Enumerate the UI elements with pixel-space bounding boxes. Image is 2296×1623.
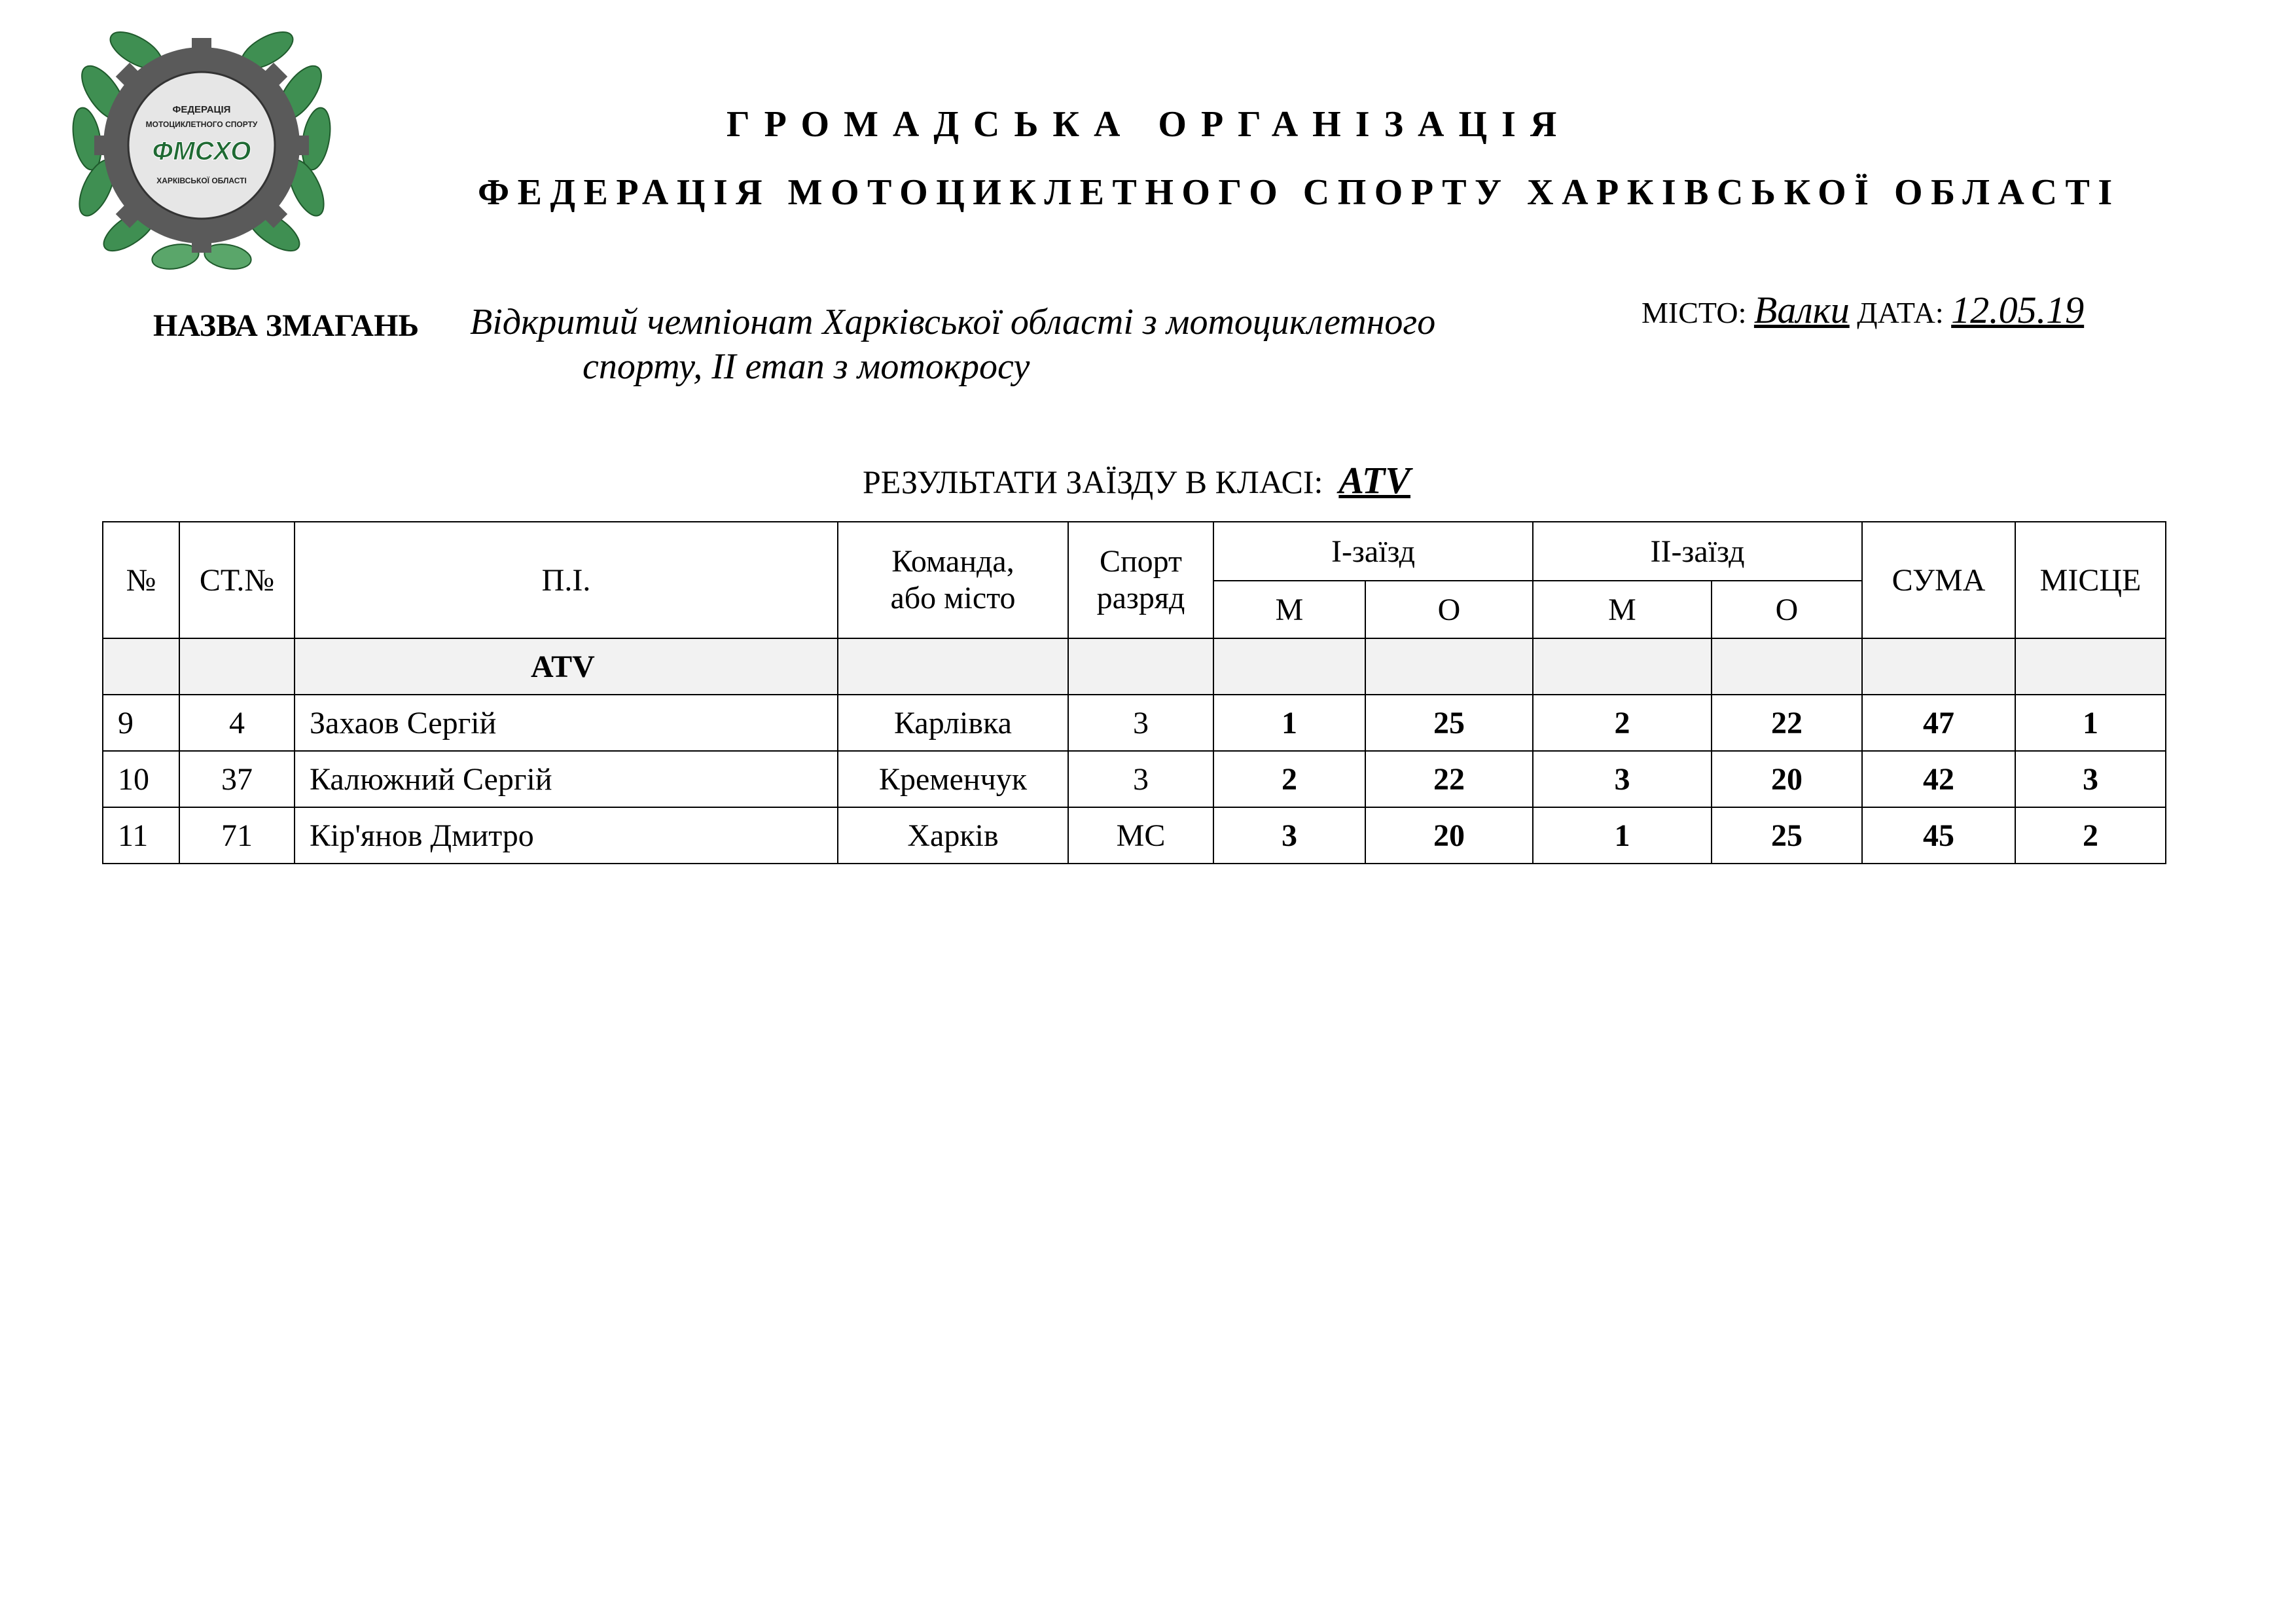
header-row-1	[103, 522, 2166, 581]
col-start-num: СТ.№	[179, 522, 295, 638]
logo-line1: ФЕДЕРАЦІЯ	[172, 104, 231, 115]
row-start-num: 37	[179, 751, 295, 807]
logo-line2: МОТОЦИКЛЕТНОГО СПОРТУ	[145, 120, 258, 129]
col-rank: Спорт разряд	[1068, 522, 1213, 638]
row-race2-m: 1	[1533, 807, 1712, 864]
competition-name-line1: Відкритий чемпіонат Харківської області з мотоциклетного	[470, 302, 1436, 342]
row-race1-m: 2	[1213, 751, 1365, 807]
row-num: 9	[103, 695, 179, 751]
col-place: МІСЦЕ	[2015, 522, 2166, 638]
competition-name-line2: спорту, ІІ етап з мотокросу	[583, 346, 1030, 387]
col-race1-o: О	[1365, 581, 1533, 638]
col-sum: СУМА	[1862, 522, 2015, 638]
table-row	[103, 751, 2166, 807]
table-row	[103, 695, 2166, 751]
row-name: Захаов Сергій	[295, 695, 838, 751]
city-label: МІСТО:	[1641, 296, 1747, 329]
row-race1-o: 22	[1365, 751, 1533, 807]
results-title	[863, 458, 1410, 502]
row-place: 1	[2015, 695, 2166, 751]
row-sum: 42	[1862, 751, 2015, 807]
group-row	[103, 638, 2166, 695]
logo-abbr: ФМСХО	[152, 137, 251, 166]
row-rank: 3	[1068, 751, 1213, 807]
results-table	[102, 521, 2166, 864]
row-race2-o: 20	[1712, 751, 1862, 807]
row-name: Кір'янов Дмитро	[295, 807, 838, 864]
table-row	[103, 807, 2166, 864]
group-label: ATV	[295, 638, 838, 695]
row-name: Калюжний Сергій	[295, 751, 838, 807]
row-team: Харків	[838, 807, 1068, 864]
row-race2-m: 2	[1533, 695, 1712, 751]
col-race1-m: М	[1213, 581, 1365, 638]
row-num: 11	[103, 807, 179, 864]
row-race2-m: 3	[1533, 751, 1712, 807]
col-race2: II-заїзд	[1533, 522, 1862, 581]
row-race2-o: 22	[1712, 695, 1862, 751]
row-rank: МС	[1068, 807, 1213, 864]
col-race1: I-заїзд	[1213, 522, 1533, 581]
row-start-num: 71	[179, 807, 295, 864]
row-race1-o: 25	[1365, 695, 1533, 751]
city-value: Валки	[1753, 289, 1850, 331]
col-race2-o: О	[1712, 581, 1862, 638]
logo-line3: ХАРКІВСЬКОЇ ОБЛАСТІ	[156, 176, 247, 185]
col-num: №	[103, 522, 179, 638]
row-start-num: 4	[179, 695, 295, 751]
row-race1-m: 1	[1213, 695, 1365, 751]
row-sum: 45	[1862, 807, 2015, 864]
row-sum: 47	[1862, 695, 2015, 751]
row-rank: 3	[1068, 695, 1213, 751]
org-title-line2: ФЕДЕРАЦІЯ МОТОЦИКЛЕТНОГО СПОРТУ ХАРКІВСЬКОЇ ОБЛАСТІ	[478, 172, 2121, 213]
row-team: Кременчук	[838, 751, 1068, 807]
col-race2-m: М	[1533, 581, 1712, 638]
org-title-line1: ГРОМАДСЬКА ОРГАНІЗАЦІЯ	[726, 104, 1571, 145]
row-place: 3	[2015, 751, 2166, 807]
federation-logo	[58, 14, 346, 276]
row-race1-m: 3	[1213, 807, 1365, 864]
row-race2-o: 25	[1712, 807, 1862, 864]
date-value: 12.05.19	[1951, 289, 2085, 331]
competition-label: НАЗВА ЗМАГАНЬ	[153, 308, 420, 343]
row-race1-o: 20	[1365, 807, 1533, 864]
row-place: 2	[2015, 807, 2166, 864]
results-title-text: РЕЗУЛЬТАТИ ЗАЇЗДУ В КЛАСІ:	[863, 464, 1323, 500]
city-date-block	[1641, 288, 2084, 332]
col-team: Команда, або місто	[838, 522, 1068, 638]
results-class: ATV	[1338, 459, 1410, 501]
date-label: ДАТА:	[1857, 296, 1944, 329]
row-team: Карлівка	[838, 695, 1068, 751]
col-name: П.І.	[295, 522, 838, 638]
row-num: 10	[103, 751, 179, 807]
